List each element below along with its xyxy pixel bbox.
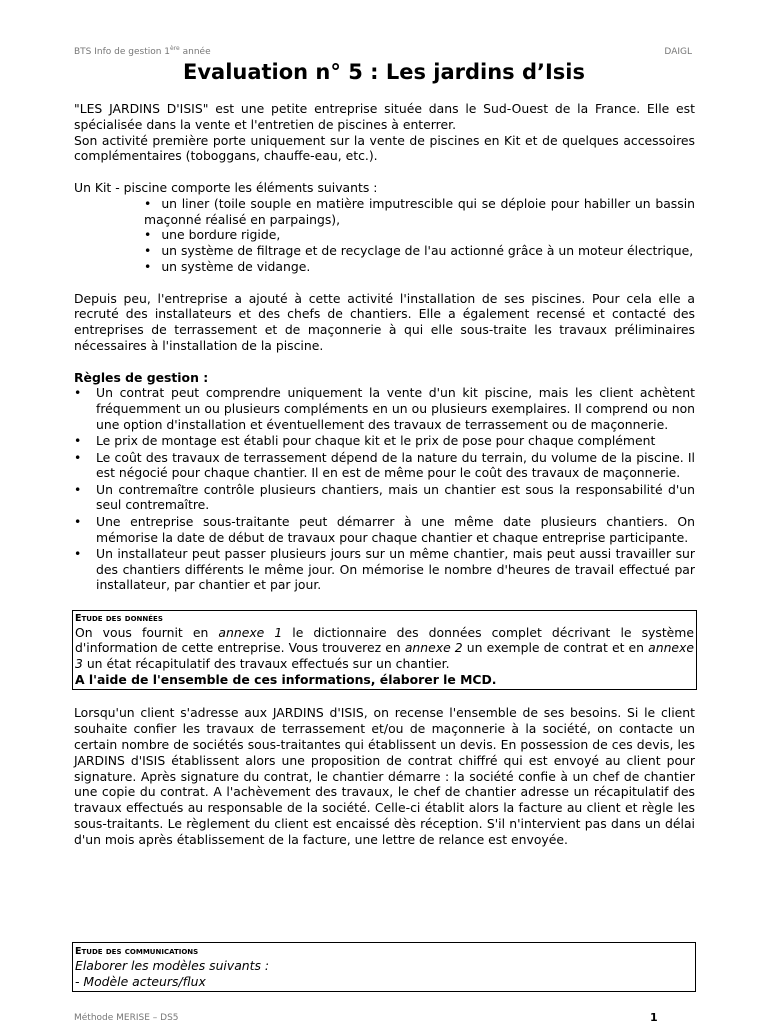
spacer xyxy=(74,594,695,610)
communications-line-1: Elaborer les modèles suivants : xyxy=(75,958,270,973)
data-study-text-a: On vous fournit en xyxy=(75,624,219,640)
rule-item: • Un installateur peut passer plusieurs jours sur un même chantier, mais peut aussi travailler sur des chantiers différents le même jour. On mémorise le nombre d'heures de travail effectué par installateur, par chantier et par jour. xyxy=(74,546,695,593)
communications-line-2: - Modèle acteurs/flux xyxy=(75,973,206,989)
rules-list xyxy=(74,385,695,593)
rule-item: • Une entreprise sous-traitante peut démarrer à une même date plusieurs chantiers. On mémorise la date de début de travaux pour chaque chantier et chaque entreprise participante. xyxy=(74,514,695,546)
page-number: 1 xyxy=(650,1011,658,1024)
data-study-box xyxy=(72,610,697,690)
intro-paragraph-2: Son activité première porte uniquement sur la vente de piscines en Kit et de quelques accessoires complémentaires (toboggans, chauffe-eau, etc.). xyxy=(74,132,695,164)
spacer xyxy=(74,690,695,706)
annexe-1-reference: annexe 1 xyxy=(218,624,283,640)
header-course-suffix: année xyxy=(179,47,211,57)
communications-study-box xyxy=(72,942,696,992)
rule-item: • Un contrat peut comprendre uniquement la vente d'un kit piscine, mais les client achètent fréquemment un ou plusieurs compléments en un ou plusieurs exemplaires. Il comprend ou non une option d'installation et éventuellement des travaux de terrassement ou de maçonnerie. xyxy=(74,385,695,432)
data-study-text-c: un exemple de contrat et en xyxy=(462,640,649,656)
header-course-text: BTS Info de gestion 1 xyxy=(74,47,171,57)
process-paragraph: Lorsqu'un client s'adresse aux JARDINS d'ISIS, on recense l'ensemble de ses besoins. Si le client souhaite confier les travaux de terrassement et/ou de maçonnerie à la société, on contacte un certain nombre de sociétés sous-traitantes qui établissent un devis. En possession de ces devis, les JARDINS d'ISIS établissent alors une proposition de contrat chiffré qui est envoyé au client pour signature. Après signature du contrat, le chantier démarre : la société confie à un chef de chantier une copie du contrat. A l'achèvement des travaux, le chef de chantier adresse un récapitulatif des travaux effectués au responsable de la société. Celle-ci établit alors la facture au client et règle les sous-traitants. Le règlement du client est encaissé dès réception. S'il n'intervient pas dans un délai d'un mois après établissement de la facture, une lettre de relance est envoyée. xyxy=(74,705,695,847)
communications-heading: Etude des communications xyxy=(75,946,199,957)
annexe-2-reference: annexe 2 xyxy=(404,640,463,656)
data-study-text-b: le dictionnaire des données complet décrivant le système d'information de cette entreprise. Vous trouverez en xyxy=(75,624,694,656)
kit-item: • une bordure rigide, xyxy=(144,227,695,243)
data-study-text-d: un état récapitulatif des travaux effectués sur un chantier. xyxy=(82,656,450,672)
kit-list xyxy=(74,196,695,275)
installation-paragraph: Depuis peu, l'entreprise a ajouté à cette activité l'installation de ses piscines. Pour cela elle a recruté des installateurs et des chefs de chantiers. Elle a également recensé et contacté des entreprises de terrassement et de maçonnerie à qui elle sous-traite les travaux préliminaires nécessaires à l'installation de la piscine. xyxy=(74,290,695,353)
data-study-instruction: A l'aide de l'ensemble de ces informations, élaborer le MCD. xyxy=(75,671,497,687)
rule-item: • Le coût des travaux de terrassement dépend de la nature du terrain, du volume de la piscine. Il est négocié pour chaque chantier. Il en est de même pour le coût des travaux de maçonnerie. xyxy=(74,450,695,482)
kit-item: • un liner (toile souple en matière imputrescible qui se déploie pour habiller un bassin maçonné réalisé en parpaings), xyxy=(144,196,695,228)
intro-paragraph-1: "LES JARDINS D'ISIS" est une petite entreprise située dans le Sud-Ouest de la France. Elle est spécialisée dans la vente et l'entretien de piscines à enterrer. xyxy=(74,101,695,132)
rule-item: • Le prix de montage est établi pour chaque kit et le prix de pose pour chaque complément xyxy=(74,433,695,449)
spacer xyxy=(74,164,695,180)
kit-item: • un système de filtrage et de recyclage de l'au actionné grâce à un moteur électrique, xyxy=(144,243,695,259)
header-course-sup: ère xyxy=(170,45,180,52)
spacer xyxy=(74,354,695,370)
page-title: Evaluation n° 5 : Les jardins d’Isis xyxy=(182,60,585,84)
rule-item: • Un contremaître contrôle plusieurs chantiers, mais un chantier est sous la responsabilité d'un seul contremaître. xyxy=(74,482,695,514)
header-course xyxy=(74,47,211,57)
kit-intro: Un Kit - piscine comporte les éléments suivants : xyxy=(74,179,378,195)
data-study-text xyxy=(75,625,694,672)
footer-course: Méthode MERISE – DS5 xyxy=(74,1013,179,1023)
data-study-heading: Etude des données xyxy=(75,612,163,624)
spacer xyxy=(74,275,695,291)
annexe-3-reference: annexe 3 xyxy=(75,640,695,672)
rules-heading: Règles de gestion : xyxy=(74,369,209,385)
document-body xyxy=(74,101,695,848)
header-author: DAIGL xyxy=(664,47,692,57)
kit-item: • un système de vidange. xyxy=(144,259,695,275)
